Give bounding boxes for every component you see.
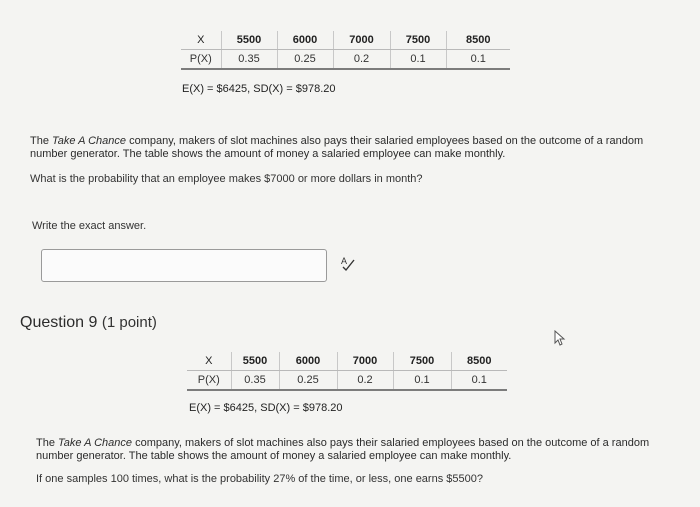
company-name: Take A Chance [58, 437, 133, 449]
table-row-x [187, 352, 507, 371]
distribution-table-q8 [181, 31, 510, 70]
table-cell-x: 6000 [277, 31, 333, 50]
table-cell-x: 8500 [446, 31, 510, 50]
table-header-p: P(X) [187, 371, 231, 391]
table-header-x: X [187, 352, 231, 371]
table-cell-x: 7000 [337, 352, 393, 371]
question-text-q8: What is the probability that an employee makes $7000 or more dollars in month? [30, 173, 423, 185]
table-cell-x: 7500 [390, 31, 446, 50]
table-header-x: X [181, 31, 221, 50]
table-cell-p: 0.1 [393, 371, 451, 391]
table-cell-x: 7000 [333, 31, 390, 50]
company-name: Take A Chance [52, 135, 127, 147]
description-prefix: The [36, 437, 55, 449]
table-cell-x: 8500 [451, 352, 507, 371]
table-header-p: P(X) [181, 50, 221, 70]
distribution-table-q9 [187, 352, 507, 391]
description-suffix: company, makers of slot machines also pays their salaried employees based on the outcome of a random number generator. The table shows the amount of money a salaried employee can make monthly. [30, 135, 644, 160]
table-cell-p: 0.2 [333, 50, 390, 70]
spellcheck-icon[interactable] [340, 256, 356, 272]
question-description-q9 [36, 437, 666, 463]
table-cell-x: 7500 [393, 352, 451, 371]
description-suffix: company, makers of slot machines also pays their salaried employees based on the outcome of a random number generator. The table shows the amount of money a salaried employee can make monthly. [36, 437, 650, 462]
table-row-p [181, 50, 510, 70]
table-cell-p: 0.25 [279, 371, 337, 391]
expected-value-stats-q8: E(X) = $6425, SD(X) = $978.20 [182, 83, 336, 95]
question-points: (1 point) [101, 314, 157, 331]
table-cell-p: 0.1 [446, 50, 510, 70]
table-cell-p: 0.2 [337, 371, 393, 391]
table-cell-p: 0.35 [221, 50, 277, 70]
table-cell-x: 5500 [221, 31, 277, 50]
mouse-cursor-icon [553, 330, 567, 346]
answer-input[interactable] [41, 249, 327, 282]
description-prefix: The [30, 135, 49, 147]
table-cell-p: 0.35 [231, 371, 279, 391]
svg-text:A: A [341, 256, 348, 266]
question-description-q8 [30, 135, 660, 161]
table-cell-x: 5500 [231, 352, 279, 371]
answer-instructions: Write the exact answer. [32, 220, 147, 232]
table-cell-p: 0.1 [390, 50, 446, 70]
table-row-x [181, 31, 510, 50]
question-title [20, 314, 157, 332]
table-cell-p: 0.25 [277, 50, 333, 70]
table-row-p [187, 371, 507, 391]
question-text-q9: If one samples 100 times, what is the probability 27% of the time, or less, one earns $5500? [36, 473, 483, 485]
table-cell-x: 6000 [279, 352, 337, 371]
table-cell-p: 0.1 [451, 371, 507, 391]
expected-value-stats-q9: E(X) = $6425, SD(X) = $978.20 [189, 402, 343, 414]
question-number: Question 9 [20, 314, 98, 331]
